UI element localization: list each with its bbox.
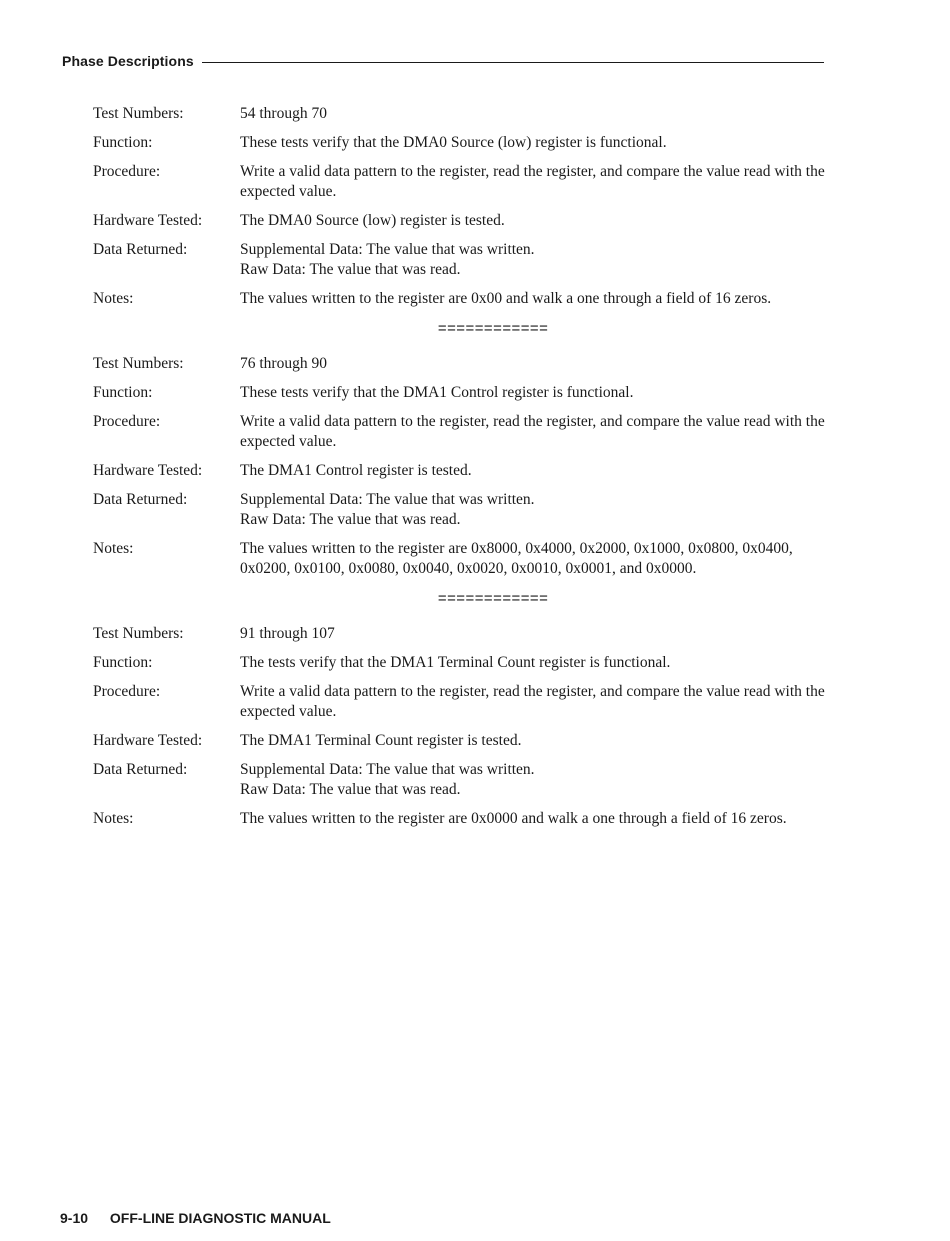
row-value	[240, 104, 833, 124]
value-line: Write a valid data pattern to the register, read the register, and compare the value read with the expected value.	[240, 413, 825, 450]
value-line: The values written to the register are 0x8000, 0x4000, 0x2000, 0x1000, 0x0800, 0x0400, 0x0200, 0x0100, 0x0080, 0x0040, 0x0020, 0x0010, 0x0001, and 0x0000.	[240, 540, 793, 577]
row-value	[240, 211, 833, 231]
row-label: Data Returned:	[93, 491, 188, 508]
data-returned-row	[93, 760, 833, 800]
row-value	[240, 760, 833, 800]
value-line: 76 through 90	[240, 355, 327, 372]
procedure-row	[93, 162, 833, 202]
row-label: Hardware Tested:	[93, 732, 203, 749]
value-line: The tests verify that the DMA1 Terminal Count register is functional.	[240, 654, 671, 671]
value-line: The DMA1 Terminal Count register is tested.	[240, 732, 522, 749]
page-number: 9-10	[60, 1210, 89, 1226]
row-label: Test Numbers:	[93, 625, 184, 642]
row-value	[240, 624, 833, 644]
row-label: Notes:	[93, 540, 134, 557]
row-value	[240, 682, 833, 722]
page-header	[62, 50, 824, 72]
hardware-tested-row	[93, 211, 833, 231]
header-rule	[202, 62, 824, 63]
value-line: Supplemental Data: The value that was written.	[240, 241, 535, 258]
test-section	[93, 624, 833, 829]
test-numbers-row	[93, 104, 833, 124]
row-value	[240, 354, 833, 374]
value-line: Raw Data: The value that was read.	[240, 511, 461, 528]
row-value	[240, 809, 833, 829]
data-returned-row	[93, 490, 833, 530]
section-separator: ============	[437, 591, 549, 608]
procedure-row	[93, 412, 833, 452]
value-line: Write a valid data pattern to the register, read the register, and compare the value read with the expected value.	[240, 163, 825, 200]
value-line: The values written to the register are 0x0000 and walk a one through a field of 16 zeros.	[240, 810, 787, 827]
function-row	[93, 653, 833, 673]
value-line: The DMA1 Control register is tested.	[240, 462, 472, 479]
value-line: 54 through 70	[240, 105, 327, 122]
notes-row	[93, 539, 833, 579]
value-line: The DMA0 Source (low) register is tested.	[240, 212, 505, 229]
row-label: Function:	[93, 654, 153, 671]
value-line: Supplemental Data: The value that was written.	[240, 491, 535, 508]
value-line: The values written to the register are 0x00 and walk a one through a field of 16 zeros.	[240, 290, 772, 307]
row-value	[240, 383, 833, 403]
row-value	[240, 490, 833, 530]
hardware-tested-row	[93, 461, 833, 481]
row-label: Notes:	[93, 810, 134, 827]
row-label: Procedure:	[93, 413, 161, 430]
row-label: Procedure:	[93, 163, 161, 180]
row-label: Notes:	[93, 290, 134, 307]
data-returned-row	[93, 240, 833, 280]
row-label: Hardware Tested:	[93, 212, 203, 229]
value-line: Write a valid data pattern to the register, read the register, and compare the value read with the expected value.	[240, 683, 825, 720]
test-descriptions	[93, 104, 833, 838]
test-numbers-row	[93, 354, 833, 374]
row-value	[240, 412, 833, 452]
row-value	[240, 731, 833, 751]
section-separator: ============	[437, 321, 549, 338]
row-label: Data Returned:	[93, 241, 188, 258]
row-value	[240, 240, 833, 280]
row-label: Hardware Tested:	[93, 462, 203, 479]
notes-row	[93, 809, 833, 829]
row-value	[240, 461, 833, 481]
row-value	[240, 162, 833, 202]
function-row	[93, 383, 833, 403]
value-line: These tests verify that the DMA0 Source (low) register is functional.	[240, 134, 667, 151]
row-label: Function:	[93, 134, 153, 151]
test-numbers-row	[93, 624, 833, 644]
row-label: Test Numbers:	[93, 355, 184, 372]
procedure-row	[93, 682, 833, 722]
row-value	[240, 653, 833, 673]
notes-row	[93, 289, 833, 309]
row-label: Test Numbers:	[93, 105, 184, 122]
hardware-tested-row	[93, 731, 833, 751]
header-title: Phase Descriptions	[62, 53, 194, 69]
row-label: Data Returned:	[93, 761, 188, 778]
test-section	[93, 104, 833, 309]
row-label: Function:	[93, 384, 153, 401]
page-footer	[60, 1210, 331, 1226]
row-value	[240, 133, 833, 153]
row-value	[240, 539, 833, 579]
value-line: 91 through 107	[240, 625, 335, 642]
value-line: Raw Data: The value that was read.	[240, 261, 461, 278]
value-line: Raw Data: The value that was read.	[240, 781, 461, 798]
row-label: Procedure:	[93, 683, 161, 700]
value-line: Supplemental Data: The value that was written.	[240, 761, 535, 778]
row-value	[240, 289, 833, 309]
test-section	[93, 354, 833, 579]
manual-title: OFF-LINE DIAGNOSTIC MANUAL	[109, 1210, 331, 1226]
function-row	[93, 133, 833, 153]
value-line: These tests verify that the DMA1 Control register is functional.	[240, 384, 634, 401]
